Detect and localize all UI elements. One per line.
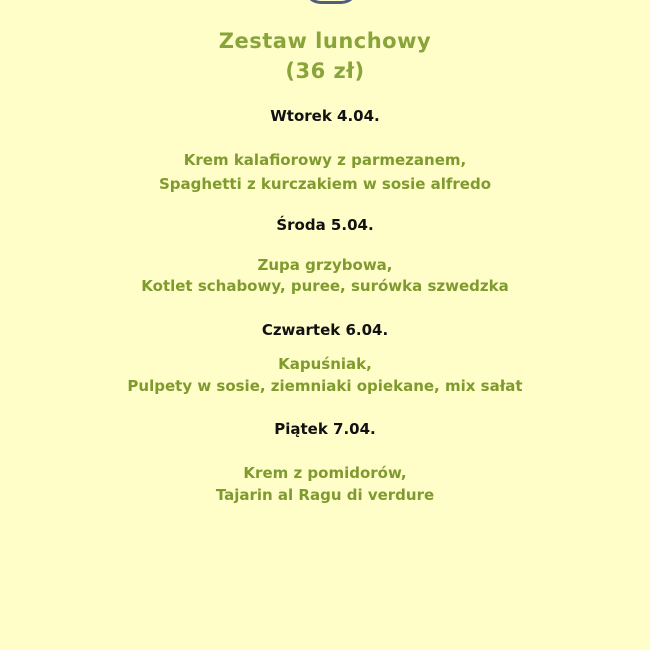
dish-line: Kotlet schabowy, puree, surówka szwedzka: [141, 277, 509, 295]
dish-line: Pulpety w sosie, ziemniaki opiekane, mix sałat: [127, 377, 523, 395]
day-heading-wednesday: Środa 5.04.: [276, 216, 374, 234]
dish-line: Kapuśniak,: [278, 355, 372, 373]
menu-price: (36 zł): [285, 59, 365, 83]
logo-fragment: [303, 0, 359, 4]
dish-line: Spaghetti z kurczakiem w sosie alfredo: [158, 175, 492, 193]
dish-line: Tajarin al Ragu di verdure: [215, 486, 435, 504]
day-heading-tuesday: Wtorek 4.04.: [270, 107, 380, 125]
day-heading-friday: Piątek 7.04.: [274, 420, 376, 438]
day-heading-thursday: Czwartek 6.04.: [261, 321, 389, 339]
dish-line: Krem z pomidorów,: [243, 464, 407, 482]
dish-line: Zupa grzybowa,: [257, 256, 393, 274]
menu-title: Zestaw lunchowy: [218, 29, 432, 53]
dish-line: Krem kalafiorowy z parmezanem,: [183, 151, 467, 169]
